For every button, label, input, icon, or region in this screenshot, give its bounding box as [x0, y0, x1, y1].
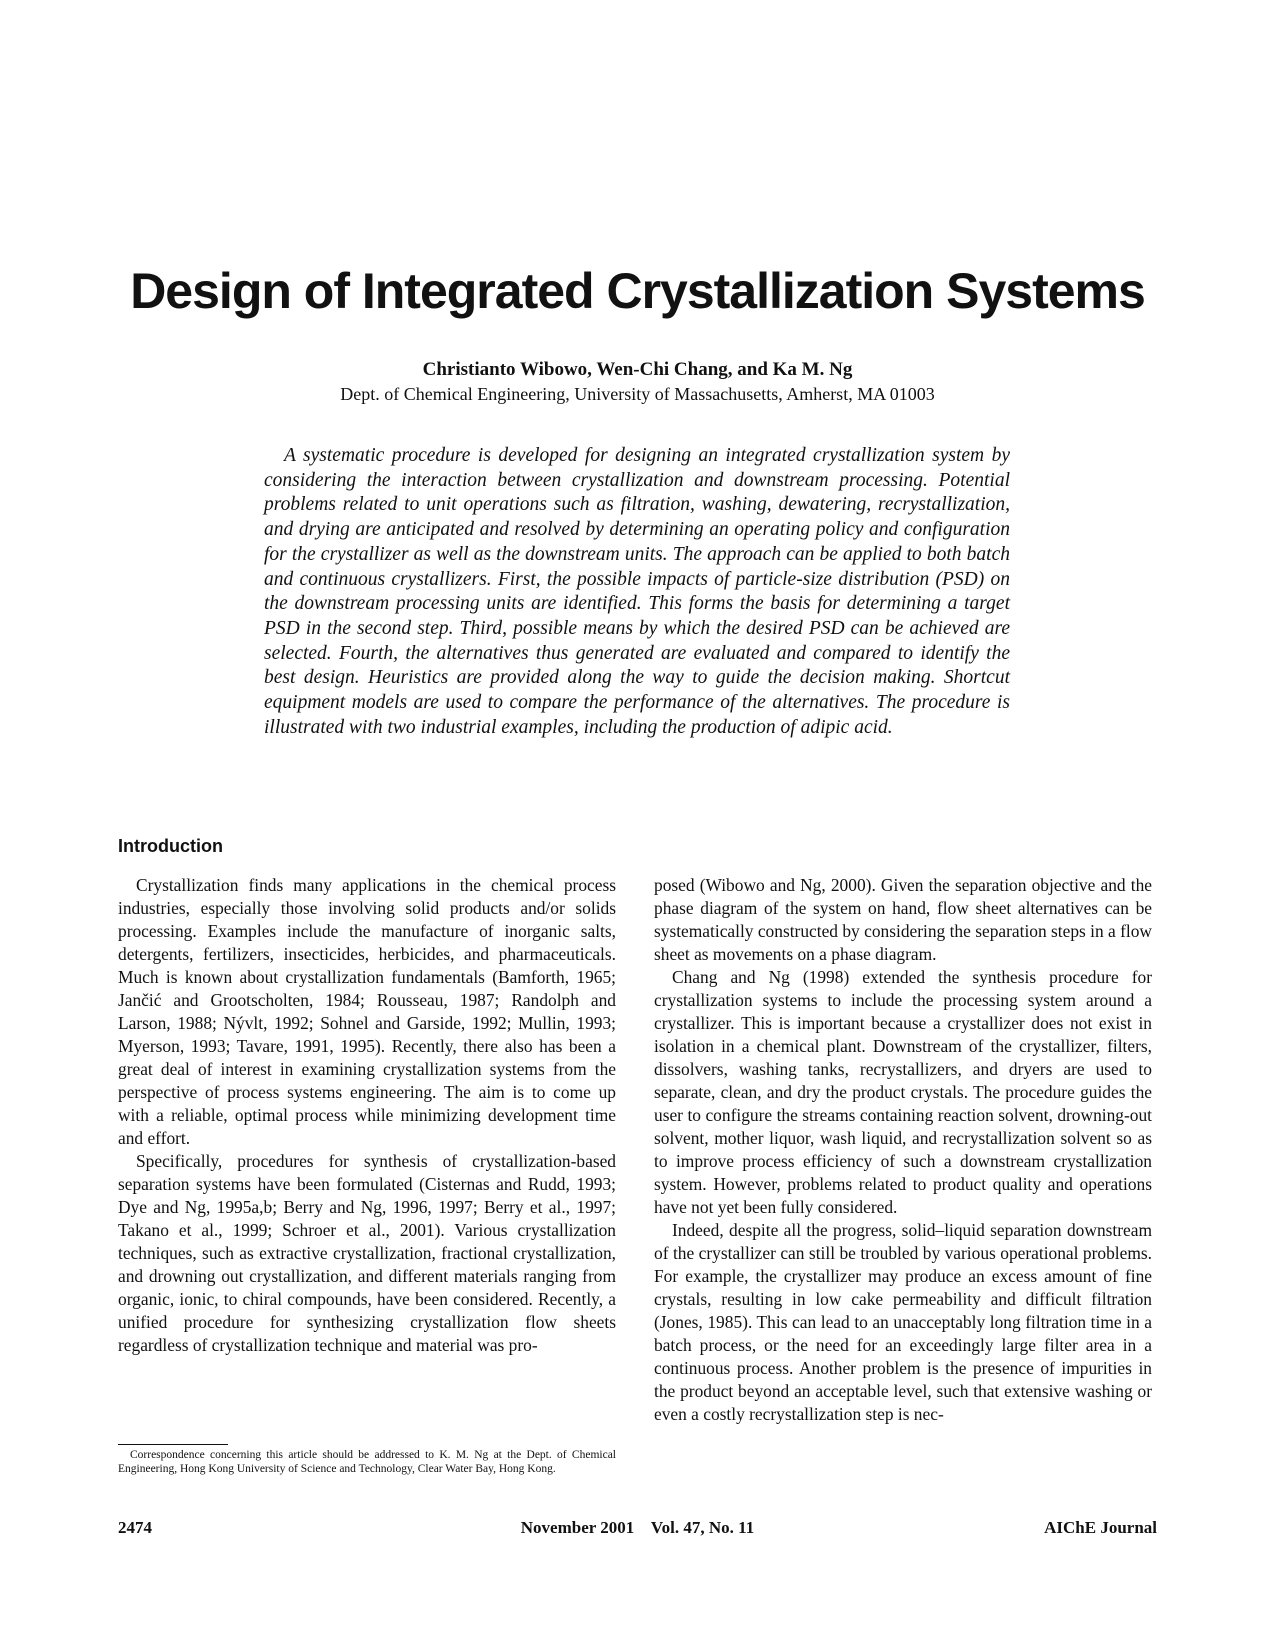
page-number: 2474	[118, 1518, 152, 1537]
paragraph: Indeed, despite all the progress, solid–liquid separation downstream of the crystallizer can still be troubled by various operational problems. For example, the crystallizer may produce an excess amount of fine crystals, resulting in low cake permeability and difficult filtration (Jones, 1985). This can lead to an unacceptably long filtration time in a batch process, or the need for an exceedingly large filter area in a continuous process. Another problem is the presence of impurities in the product beyond an acceptable level, such that extensive washing or even a costly recrystallization step is nec-	[654, 1220, 1152, 1424]
paragraph: posed (Wibowo and Ng, 2000). Given the separation objective and the phase diagram of the system on hand, flow sheet alternatives can be systematically constructed by considering the separation steps in a flow sheet as movements on a phase diagram.	[654, 875, 1152, 964]
section-heading-introduction: Introduction	[118, 836, 223, 856]
journal-name: AIChE Journal	[1044, 1518, 1157, 1537]
author-list: Christianto Wibowo, Wen-Chi Chang, and Ka M. Ng	[422, 359, 853, 380]
paragraph: Crystallization finds many applications in the chemical process industries, especially those involving solid products and/or solids processing. Examples include the manufacture of inorganic salts, detergents, fertilizers, insecticides, herbicides, and pharmaceuticals. Much is known about crystallization fundamentals (Bamforth, 1965; Jančić and Grootscholten, 1984; Rousseau, 1987; Randolph and Larson, 1988; Nývlt, 1992; Sohnel and Garside, 1992; Mullin, 1993; Myerson, 1993; Tavare, 1991, 1995). Recently, there also has been a great deal of interest in examining crystallization systems from the perspective of process systems engineering. The aim is to come up with a reliable, optimal process while minimizing development time and effort.	[118, 875, 616, 1148]
body-column-right	[654, 874, 1152, 1426]
issue-info: November 2001 Vol. 47, No. 11	[520, 1518, 755, 1537]
author-affiliation: Dept. of Chemical Engineering, University of Massachusetts, Amherst, MA 01003	[340, 384, 935, 404]
article-title: Design of Integrated Crystallization Systems	[130, 263, 1145, 319]
abstract: A systematic procedure is developed for designing an integrated crystallization system by considering the interaction between crystallization and downstream processing. Potential problems related to unit operations such as filtration, washing, dewatering, recrystallization, and drying are anticipated and resolved by determining an operating policy and configuration for the crystallizer as well as the downstream units. The approach can be applied to both batch and continuous crystallizers. First, the possible impacts of particle-size distribution (PSD) on the downstream processing units are identified. This forms the basis for determining a target PSD in the second step. Third, possible means by which the desired PSD can be achieved are selected. Fourth, the alternatives thus generated are evaluated and compared to identify the best design. Heuristics are provided along the way to guide the decision making. Shortcut equipment models are used to compare the performance of the alternatives. The procedure is illustrated with two industrial examples, including the production of adipic acid.	[264, 445, 1010, 738]
body-column-left	[118, 874, 616, 1357]
paragraph: Chang and Ng (1998) extended the synthesis procedure for crystallization systems to include the processing system around a crystallizer. This is important because a crystallizer does not exist in isolation in a chemical plant. Downstream of the crystallizer, filters, dissolvers, washing tanks, recrystallizers, and dryers are used to separate, clean, and dry the product crystals. The procedure guides the user to configure the streams containing reaction solvent, drowning-out solvent, mother liquor, wash liquid, and recrystallization solvent so as to improve process efficiency of such a downstream crystallization system. However, problems related to product quality and operations have not yet been fully considered.	[654, 967, 1152, 1217]
footnote-rule	[118, 1444, 228, 1445]
correspondence-footnote: Correspondence concerning this article should be addressed to K. M. Ng at the Dept. of Chemical Engineering, Hong Kong University of Science and Technology, Clear Water Bay, Hong Kong.	[118, 1449, 616, 1475]
paragraph: Specifically, procedures for synthesis of crystallization-based separation systems have been formulated (Cisternas and Rudd, 1993; Dye and Ng, 1995a,b; Berry and Ng, 1996, 1997; Berry et al., 1997; Takano et al., 1999; Schroer et al., 2001). Various crystallization techniques, such as extractive crystallization, fractional crystallization, and drowning out crystallization, and different materials ranging from organic, ionic, to chiral compounds, have been considered. Recently, a unified procedure for synthesizing crystallization flow sheets regardless of crystallization technique and material was pro-	[118, 1151, 616, 1355]
